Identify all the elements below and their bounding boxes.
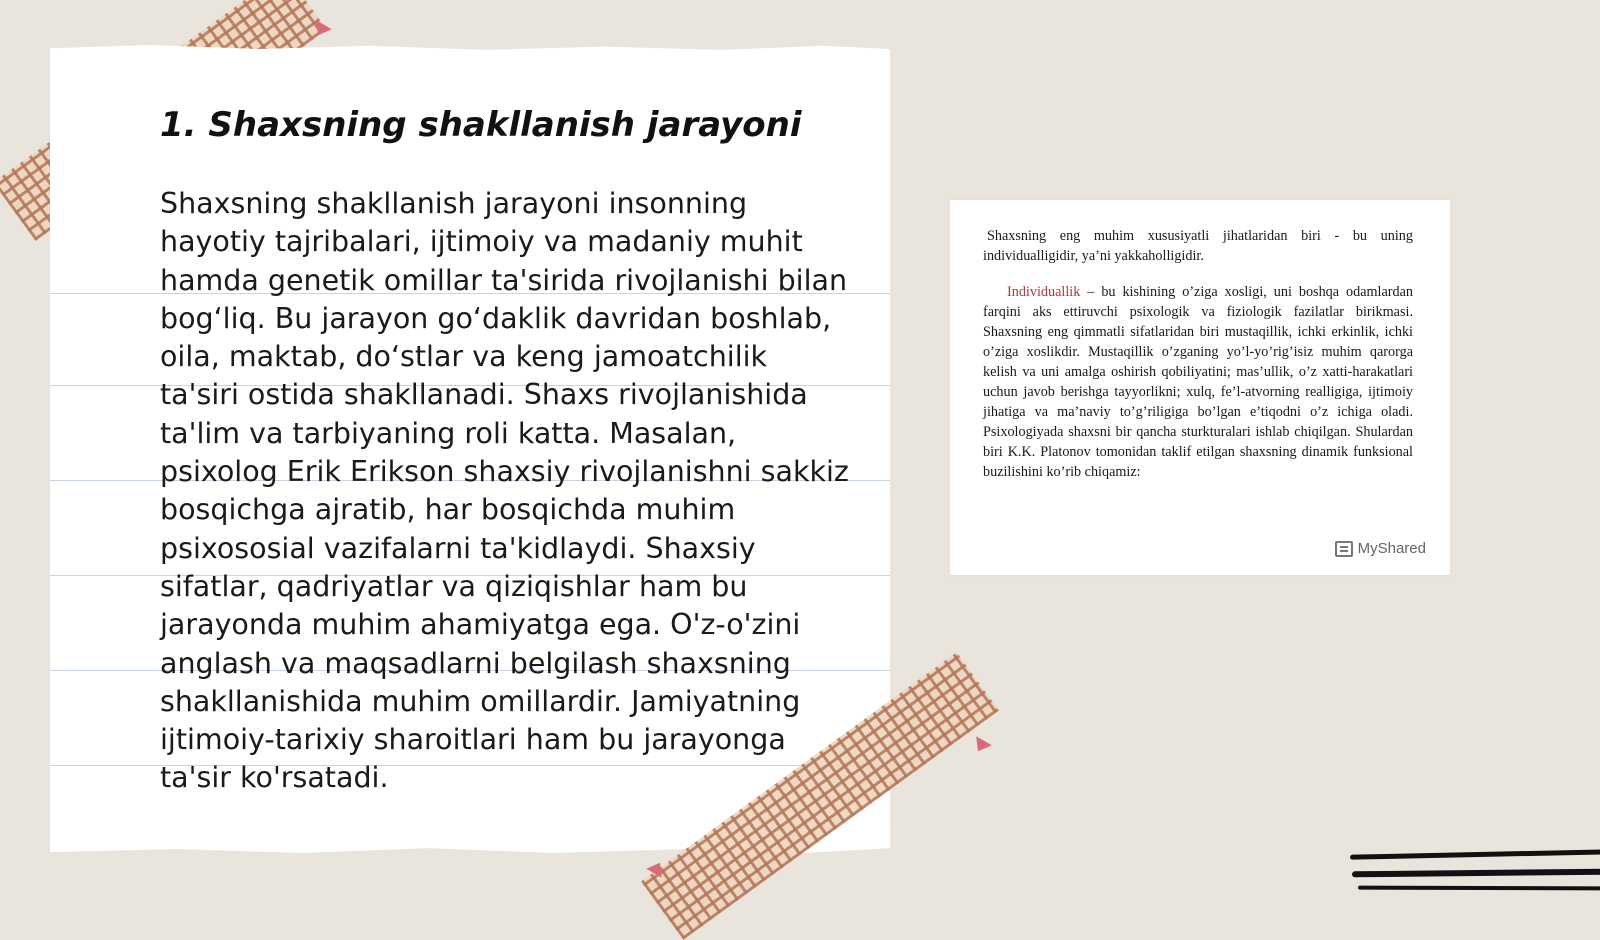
watermark-label: MyShared [1357, 540, 1426, 557]
slide-title: 1. Shaxsning shakllanish jarayoni [160, 105, 802, 145]
brush-stroke-decoration [1358, 886, 1600, 891]
excerpt-paragraph-2-text: – bu kishining o’ziga xosligi, uni boshqa odamlardan farqini aks ettiruvchi psixologik va fiziologik fazilatlar birikmasi. Shaxsning eng qimmatli sifatlaridan biri mustaqillik, ichki erkinlik, ichki o’ziga xoslikdir. Mustaqillik o’zganing yo’l-yo’rig’isiz muhim qarorga kelish va uni amalga oshirish qobiliyatini; mas’ullik, o’z xatti-harakatlari uchun javob berishga tayyorlikni; xulq, fe’l-atvorning realligiga, ijtimoiy jihatiga va ma’naviy to’g’riligiga bo’lgan e’tiqodni o’z ichiga oladi. Psixologiyada shaxsni bir qancha sturkturalari ishlab chiqilgan. Shulardan biri K.K. Platonov tomonidan taklif etilgan shaxsning dinamik funksional buzilishini ko’rib chiqamiz: [983, 284, 1413, 480]
textbook-excerpt-image [950, 200, 1450, 575]
slide-body-text: Shaxsning shakllanish jarayoni insonning hayotiy tajribalari, ijtimoiy va madaniy muhit hamda genetik omillar ta'sirida rivojlanishi bilan bog‘liq. Bu jarayon go‘daklik davridan boshlab, oila, maktab, do‘stlar va keng jamoatchilik ta'siri ostida shakllanadi. Shaxs rivojlanishida ta'lim va tarbiyaning roli katta. Masalan, psixolog Erik Erikson shaxsiy rivojlanishni sakkiz bosqichga ajratib, har bosqichda muhim psixososial vazifalarni ta'kidlaydi. Shaxsiy sifatlar, qadriyatlar va qiziqishlar ham bu jarayonda muhim ahamiyatga ega. O'z-o'zini anglash va maqsadlarni belgilash shaxsning shakllanishida muhim omillardir. Jamiyatning ijtimoiy-tarixiy sharoitlari ham bu jarayonga ta'sir ko'rsatadi. [160, 187, 849, 795]
brush-stroke-decoration [1352, 869, 1600, 878]
excerpt-term: Individuallik [1007, 284, 1081, 300]
brush-stroke-decoration [1350, 849, 1600, 859]
excerpt-paragraph-1: Shaxsning eng muhim xususiyatli jihatlaridan biri - bu uning individualligidir, ya’ni yakkaholligidir. [983, 228, 1413, 264]
myshared-watermark [1335, 540, 1426, 557]
excerpt-paragraph-2 [983, 282, 1413, 482]
presentation-icon [1335, 541, 1353, 557]
tape-tip-decoration [970, 736, 992, 755]
